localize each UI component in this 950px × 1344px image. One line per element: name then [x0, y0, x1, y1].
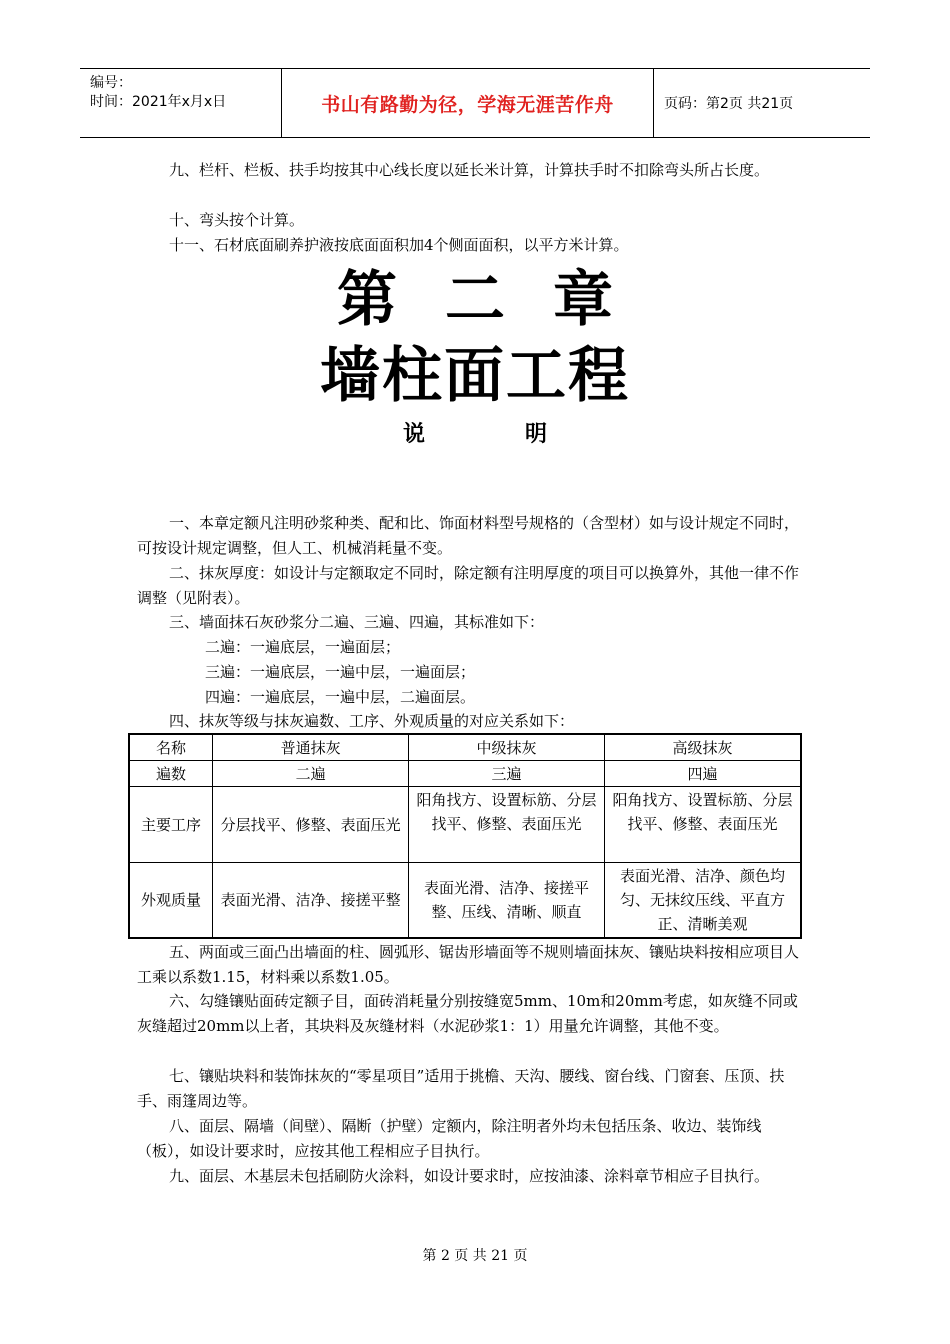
intro-text-9: 九、栏杆、栏板、扶手均按其中心线长度以延长米计算，计算扶手时不扣除弯头所占长度。	[169, 161, 770, 179]
page-footer: 第 2 页 共 21 页	[422, 1248, 528, 1264]
paragraph-text: 二、抹灰厚度：如设计与定额取定不同时，除定额有注明厚度的项目可以换算外，其他一律不作调整（见附表）。	[137, 564, 800, 607]
body-paragraph	[137, 561, 809, 611]
paragraph-text: 七、镶贴块料和装饰抹灰的“零星项目”适用于挑檐、天沟、腰线、窗台线、门窗套、压顶、扶手、雨篷周边等。	[137, 1067, 785, 1110]
table-cell: 表面光滑、洁净、接搓平整、压线、清晰、顺直	[409, 863, 605, 939]
body-paragraph	[137, 610, 809, 635]
paragraph-text: 六、勾缝镶贴面砖定额子目，面砖消耗量分别按缝宽5mm、10m和20mm考虑，如灰缝不同或灰缝超过20mm以上者，其块料及灰缝材料（水泥砂浆1：1）用量允许调整，其他不变。	[137, 992, 798, 1035]
paragraph-text: 五、两面或三面凸出墙面的柱、圆弧形、锯齿形墙面等不规则墙面抹灰、镶贴块料按相应项目人工乘以系数1.15，材料乘以系数1.05。	[137, 943, 800, 986]
table-header-cell: 普通抹灰	[213, 734, 409, 761]
intro-paragraph	[137, 208, 809, 233]
table-header-cell: 高级抹灰	[605, 734, 801, 761]
table-cell: 四遍	[605, 761, 801, 787]
header-motto: 书山有路勤为径，学海无涯苦作舟	[281, 69, 654, 137]
header-page-info: 页码：第2页 共21页	[664, 96, 794, 112]
body-paragraph	[137, 989, 809, 1039]
plaster-grade-table	[128, 733, 802, 939]
table-cell: 二遍	[213, 761, 409, 787]
body-paragraph	[137, 1064, 809, 1114]
sub-paragraph	[205, 660, 809, 685]
body-paragraph	[137, 1114, 809, 1164]
body-paragraph	[137, 1164, 809, 1189]
body-paragraph	[137, 511, 809, 561]
paragraph-text: 八、面层、隔墙（间壁）、隔断（护壁）定额内，除注明者外均未包括压条、收边、装饰线（板），如设计要求时，应按其他工程相应子目执行。	[137, 1117, 762, 1160]
table-cell: 三遍	[409, 761, 605, 787]
intro-text-11: 十一、石材底面刷养护液按底面面积加4个侧面面积，以平方米计算。	[169, 236, 629, 254]
paragraph-text: 一、本章定额凡注明砂浆种类、配和比、饰面材料型号规格的（含型材）如与设计规定不同时，可按设计规定调整，但人工、机械消耗量不变。	[137, 514, 800, 557]
table-header-row	[129, 734, 801, 761]
sub-paragraph	[205, 685, 809, 710]
chapter-name: 墙柱面工程	[320, 341, 630, 411]
table-row	[129, 761, 801, 787]
table-row	[129, 863, 801, 939]
section-title: 说明	[402, 422, 647, 447]
table-cell: 表面光滑、洁净、接搓平整	[213, 863, 409, 939]
chapter-number: 第二章	[337, 265, 661, 335]
intro-text-10: 十、弯头按个计算。	[169, 211, 305, 229]
body-paragraph	[137, 940, 809, 990]
table-cell: 阳角找方、设置标筋、分层找平、修整、表面压光	[409, 787, 605, 863]
table-header-cell: 中级抹灰	[409, 734, 605, 761]
paragraph-text: 四遍：一遍底层，一遍中层，二遍面层。	[205, 688, 476, 706]
table-cell: 外观质量	[129, 863, 213, 939]
paragraph-text: 三、墙面抹石灰砂浆分二遍、三遍、四遍，其标准如下：	[169, 613, 545, 631]
table-header-cell: 名称	[129, 734, 213, 761]
intro-paragraph	[137, 233, 809, 258]
doc-time-label: 时间：2021年x月x日	[90, 94, 227, 110]
sub-paragraph	[205, 635, 809, 660]
intro-paragraph	[137, 158, 809, 183]
table-cell: 分层找平、修整、表面压光	[213, 787, 409, 863]
paragraph-text: 九、面层、木基层未包括刷防火涂料，如设计要求时，应按油漆、涂料章节相应子目执行。	[169, 1167, 770, 1185]
table-cell: 阳角找方、设置标筋、分层找平、修整、表面压光	[605, 787, 801, 863]
header-meta	[80, 69, 281, 137]
doc-number-label: 编号：	[90, 75, 132, 91]
table-cell: 遍数	[129, 761, 213, 787]
paragraph-text: 二遍：一遍底层，一遍面层；	[205, 638, 401, 656]
table-cell: 表面光滑、洁净、颜色均匀、无抹纹压线、平直方正、清晰美观	[605, 863, 801, 939]
paragraph-text: 四、抹灰等级与抹灰遍数、工序、外观质量的对应关系如下：	[169, 712, 575, 730]
page-header	[80, 68, 870, 138]
paragraph-text: 三遍：一遍底层，一遍中层，一遍面层；	[205, 663, 476, 681]
body-paragraph	[137, 709, 809, 734]
table-cell: 主要工序	[129, 787, 213, 863]
table-row	[129, 787, 801, 863]
